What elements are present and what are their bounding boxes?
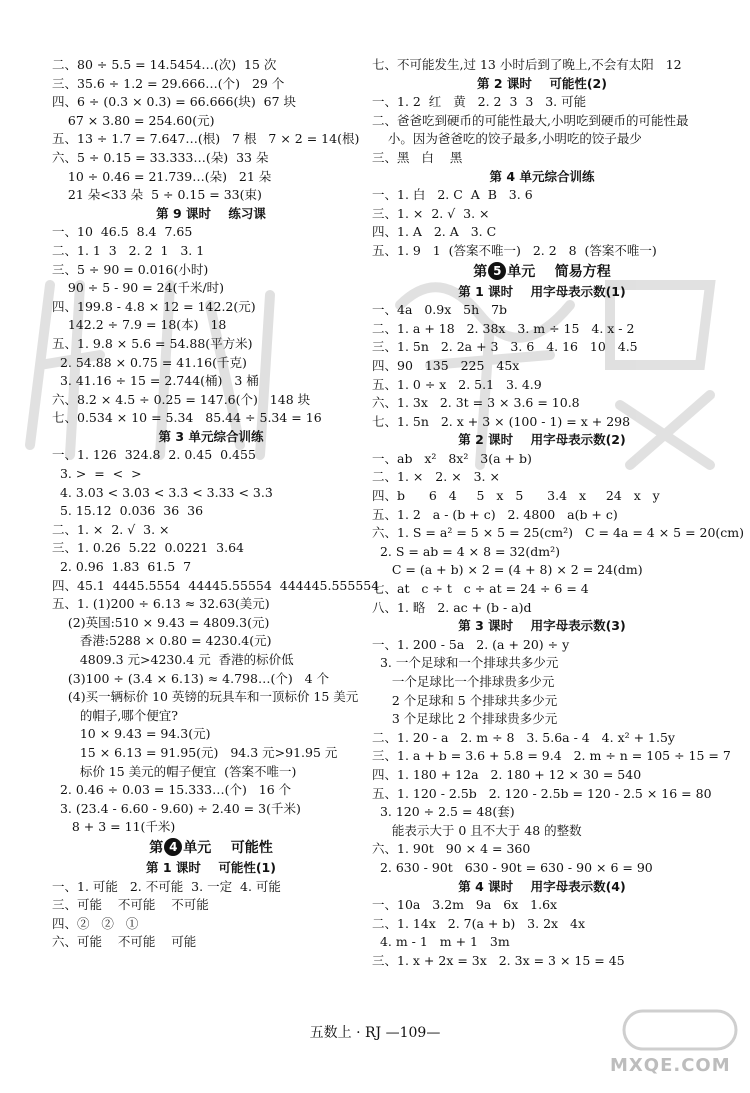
- answer-line: 二、1. a + 18 2. 38x 3. m ÷ 15 4. x - 2: [372, 320, 635, 336]
- section-heading: 第 3 单元综合训练: [158, 428, 264, 444]
- answer-line: 四、45.1 4445.5554 44445.55554 444445.555554: [52, 577, 380, 593]
- answer-line: (2)英国:510 × 9.43 = 4809.3(元): [52, 614, 270, 630]
- answer-line: 3. 一个足球和一个排球共多少元: [372, 655, 559, 671]
- answer-line: 三、1. 0.26 5.22 0.0221 3.64: [52, 540, 244, 556]
- answer-line: 四、b 6 4 5 x 5 3.4 x 24 x y: [372, 488, 660, 504]
- answer-line: 三、35.6 ÷ 1.2 = 29.666…(个) 29 个: [52, 75, 285, 91]
- unit-heading: [52, 837, 370, 859]
- answer-line: 2. 0.96 1.83 61.5 7: [52, 559, 192, 575]
- answer-line: 五、1. 9.8 × 5.6 = 54.88(平方米): [52, 335, 253, 351]
- unit-prefix: 第: [473, 263, 488, 280]
- answer-line: 七、at c ÷ t c ÷ at = 24 ÷ 6 = 4: [372, 581, 589, 597]
- left-column: [52, 56, 380, 952]
- answer-line: 2. S = ab = 4 × 8 = 32(dm²): [372, 543, 560, 559]
- answer-line: 一、1. 白 2. C A B 3. 6: [372, 187, 533, 203]
- answer-line: 五、1. 2 a - (b + c) 2. 4800 a(b + c): [372, 506, 618, 522]
- unit-title: 单元 可能性: [183, 839, 273, 856]
- section-heading: 第 2 课时 用字母表示数(2): [458, 432, 626, 448]
- answer-line: 六、可能 不可能 可能: [52, 934, 197, 950]
- answer-line: 一、10 46.5 8.4 7.65: [52, 224, 193, 240]
- answer-line: 六、5 ÷ 0.15 = 33.333…(朵) 33 朵: [52, 149, 269, 165]
- answer-line: 五、1. (1)200 ÷ 6.13 ≈ 32.63(美元): [52, 596, 270, 612]
- answer-line: 2. 0.46 ÷ 0.03 = 15.333…(个) 16 个: [52, 782, 292, 798]
- answer-line: 三、可能 不可能 不可能: [52, 897, 209, 913]
- answer-line: 二、爸爸吃到硬币的可能性最大,小明吃到硬币的可能性最: [372, 112, 689, 128]
- answer-line: 的帽子,哪个便宜?: [52, 707, 178, 723]
- unit-prefix: 第: [149, 839, 164, 856]
- answer-line: 一、1. 2 红 黄 2. 2 3 3 3. 可能: [372, 94, 587, 110]
- answer-line: 四、② ② ①: [52, 915, 139, 931]
- answer-line: 八、1. 略 2. ac + (b - a)d: [372, 599, 532, 615]
- answer-line: 二、1. × 2. × 3. ×: [372, 469, 500, 485]
- section-heading: 第 1 课时 可能性(1): [146, 859, 276, 875]
- answer-line: 七、0.534 × 10 = 5.34 85.44 ÷ 5.34 = 16: [52, 410, 322, 426]
- answer-line: 二、80 ÷ 5.5 = 14.5454…(次) 15 次: [52, 57, 277, 72]
- answer-line: 90 ÷ 5 - 90 = 24(千米/时): [52, 280, 225, 296]
- unit-title: 单元 简易方程: [507, 263, 611, 280]
- answer-line: 142.2 ÷ 7.9 = 18(本) 18: [52, 317, 227, 333]
- section-heading: 第 3 课时 用字母表示数(3): [458, 618, 626, 634]
- answer-line: 三、1. × 2. √ 3. ×: [372, 205, 490, 221]
- answer-line: (4)买一辆标价 10 英镑的玩具车和一顶标价 15 美元: [52, 689, 359, 705]
- answer-line: 3 个足球比 2 个排球贵多少元: [372, 711, 558, 727]
- answer-line: 七、1. 5n 2. x + 3 × (100 - 1) = x + 298: [372, 413, 631, 429]
- answer-line: 六、1. S = a² = 5 × 5 = 25(cm²) C = 4a = 4 × 5 = 20(cm): [372, 525, 745, 541]
- answer-line: 香港:5288 × 0.80 = 4230.4(元): [52, 633, 272, 649]
- answer-line: 五、13 ÷ 1.7 = 7.647…(根) 7 根 7 × 2 = 14(根): [52, 131, 360, 147]
- answer-line: 二、1. × 2. √ 3. ×: [52, 521, 170, 537]
- answer-line: 四、90 135 225 45x: [372, 357, 520, 373]
- answer-line: 15 × 6.13 = 91.95(元) 94.3 元>91.95 元: [52, 744, 338, 760]
- answer-line: 3. 41.16 ÷ 15 = 2.744(桶) 3 桶: [52, 373, 259, 389]
- answer-line: 3. > = < >: [52, 466, 142, 482]
- answer-line: 2. 630 - 90t 630 - 90t = 630 - 90 × 6 = 90: [372, 859, 653, 875]
- answer-line: 8 + 3 = 11(千米): [52, 819, 176, 835]
- answer-line: 四、6 ÷ (0.3 × 0.3) = 66.666(块) 67 块: [52, 94, 297, 110]
- corner-watermark-text: MXQE.COM: [610, 1055, 731, 1076]
- answer-line: 六、1. 90t 90 × 4 = 360: [372, 841, 531, 857]
- answer-line: 六、8.2 × 4.5 ÷ 0.25 = 147.6(个) 148 块: [52, 391, 311, 407]
- answer-line: 一、10a 3.2m 9a 6x 1.6x: [372, 897, 558, 913]
- page-footer: 五数上 · RJ —109—: [309, 1025, 441, 1041]
- section-heading: 第 1 课时 用字母表示数(1): [458, 283, 626, 299]
- answer-line: 一、1. 126 324.8 2. 0.45̇ 0.455: [52, 447, 256, 463]
- answer-line: 四、199.8 - 4.8 × 12 = 142.2(元): [52, 298, 256, 314]
- unit-number-badge: 4: [164, 838, 182, 856]
- answer-line: 能表示大于 0 且不大于 48 的整数: [372, 822, 582, 838]
- answer-line: 10 × 9.43 = 94.3(元): [52, 726, 211, 742]
- section-heading: 第 4 课时 用字母表示数(4): [458, 878, 626, 894]
- answer-line: 七、不可能发生,过 13 小时后到了晚上,不会有太阳 12: [372, 57, 682, 72]
- answer-line: 小。因为爸爸吃的饺子最多,小明吃的饺子最少: [372, 131, 642, 147]
- answer-line: 2. 54.88 × 0.75 = 41.16(千克): [52, 354, 247, 370]
- answer-line: 21 朵<33 朵 5 ÷ 0.15 = 33(束): [52, 187, 262, 203]
- answer-line: 一个足球比一个排球贵多少元: [372, 674, 555, 689]
- section-heading: 第 2 课时 可能性(2): [477, 75, 607, 91]
- answer-line: 2 个足球和 5 个排球共多少元: [372, 692, 558, 708]
- answer-line: 二、1. 1 3 2. 2 1 3. 1: [52, 242, 205, 258]
- answer-line: 3. (23.4 - 6.60 - 9.60) ÷ 2.40 = 3(千米): [52, 800, 301, 816]
- answer-line: 一、ab x² 8x² 3(a + b): [372, 450, 532, 466]
- answer-line: 一、4a 0.9x 5h 7b: [372, 302, 508, 318]
- answer-line: C = (a + b) × 2 = (4 + 8) × 2 = 24(dm): [372, 562, 643, 578]
- answer-line: 三、1. 5n 2. 2a + 3 3. 6 4. 16 10 4.5: [372, 339, 638, 355]
- unit-number-badge: 5: [488, 262, 506, 280]
- answer-line: 一、1. 200 - 5a 2. (a + 20) ÷ y: [372, 636, 570, 652]
- answer-line: 一、1. 可能 2. 不可能 3. 一定 4. 可能: [52, 878, 281, 894]
- answer-line: 三、5 ÷ 90 = 0.016(小时): [52, 261, 209, 277]
- answer-line: 3. 120 ÷ 2.5 = 48(套): [372, 804, 515, 820]
- answer-line: 四、1. 180 + 12a 2. 180 + 12 × 30 = 540: [372, 766, 642, 782]
- answer-line: 4809.3 元>4230.4 元 香港的标价低: [52, 652, 294, 667]
- answer-line: 三、1. a + b = 3.6 + 5.8 = 9.4 2. m ÷ n = 105 ÷ 15 = 7: [372, 748, 731, 764]
- answer-line: 二、1. 20 - a 2. m ÷ 8 3. 5.6a - 4 4. x² + 1.5y: [372, 729, 675, 745]
- answer-line: 三、黑 白 黑: [372, 149, 463, 165]
- answer-line: 五、1. 120 - 2.5b 2. 120 - 2.5b = 120 - 2.5 × 16 = 80: [372, 785, 712, 801]
- answer-line: 四、1. A 2. A 3. C: [372, 224, 497, 240]
- answer-line: 标价 15 美元的帽子便宜 (答案不唯一): [52, 763, 297, 779]
- unit-heading: [372, 261, 712, 283]
- answer-line: 4. m - 1 m + 1 3m: [372, 934, 510, 950]
- answer-line: 5. 15.12 0.036 36 36: [52, 503, 204, 519]
- section-heading: 第 9 课时 练习课: [156, 205, 266, 221]
- answer-line: (3)100 ÷ (3.4 × 6.13) ≈ 4.798…(个) 4 个: [52, 670, 330, 686]
- section-heading: 第 4 单元综合训练: [489, 168, 595, 184]
- answer-line: 二、1. 14x 2. 7(a + b) 3. 2x 4x: [372, 915, 586, 931]
- answer-line: 六、1. 3x 2. 3t = 3 × 3.6 = 10.8: [372, 395, 580, 411]
- right-column: [372, 56, 745, 971]
- answer-line: 67 × 3.80 = 254.60(元): [52, 112, 215, 128]
- answer-line: 4. 3.03 < 3.0̇3 < 3.3̇ < 3.33 < 3.3̇: [52, 484, 273, 500]
- answer-line: 10 ÷ 0.46 = 21.739…(朵) 21 朵: [52, 168, 272, 184]
- answer-line: 五、1. 9 1 (答案不唯一) 2. 2 8 (答案不唯一): [372, 242, 657, 258]
- corner-watermark-logo: [620, 1005, 740, 1055]
- answer-line: 三、1. x + 2x = 3x 2. 3x = 3 × 15 = 45: [372, 952, 625, 968]
- answer-line: 五、1. 0 ÷ x 2. 5.1 3. 4.9: [372, 376, 542, 392]
